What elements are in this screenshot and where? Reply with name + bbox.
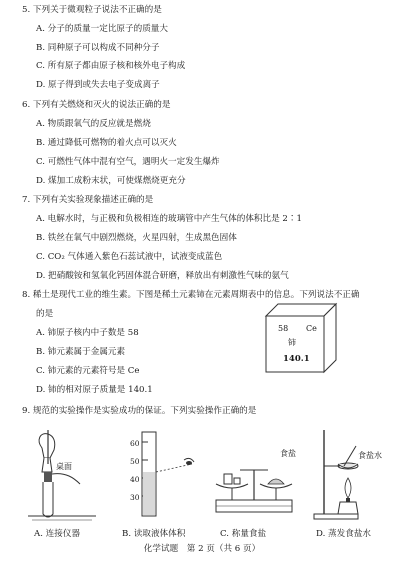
- figure-b-tick-30: 30: [130, 493, 140, 502]
- q7-option-a: A. 电解水时，与正极和负极相连的玻璃管中产生气体的体积比是 2∶1: [36, 214, 302, 224]
- figure-b-tick-40: 40: [130, 475, 140, 484]
- q7-stem: 7. 下列有关实验现象描述正确的是: [22, 195, 154, 205]
- figure-d-saltwater-label: 食盐水: [358, 451, 382, 460]
- element-symbol: Ce: [306, 324, 317, 333]
- page-footer: 化学试题 第 2 页（共 6 页）: [143, 544, 261, 554]
- q6-stem: 6. 下列有关燃烧和灭火的说法正确的是: [22, 100, 171, 110]
- figure-d-evaporation: [310, 426, 400, 524]
- q8-option-d: D. 铈的相对原子质量是 140.1: [36, 385, 153, 395]
- q8-stem-continued: 的是: [36, 309, 54, 319]
- figure-b-tick-60: 60: [130, 439, 140, 448]
- q6-option-b: B. 通过降低可燃物的着火点可以灭火: [36, 138, 177, 148]
- q6-option-c: C. 可燃性气体中混有空气，遇明火一定发生爆炸: [36, 157, 220, 167]
- q8-option-c: C. 铈元素的元素符号是 Ce: [36, 366, 140, 376]
- q8-option-a: A. 铈原子核内中子数是 58: [36, 328, 139, 338]
- q7-option-c: C. CO₂ 气体通入紫色石蕊试液中，试液变成蓝色: [36, 252, 223, 262]
- q9-option-d: D. 蒸发食盐水: [316, 529, 372, 539]
- q5-stem: 5. 下列关于微观粒子说法不正确的是: [22, 5, 162, 15]
- q5-option-c: C. 所有原子都由原子核和核外电子构成: [36, 61, 186, 71]
- q9-option-b: B. 读取液体体积: [122, 529, 186, 539]
- element-mass: 140.1: [283, 354, 310, 364]
- figure-a-connecting-apparatus: [22, 428, 102, 524]
- q8-option-b: B. 铈元素属于金属元素: [36, 347, 126, 357]
- figure-b-tick-50: 50: [130, 457, 140, 466]
- q8-stem: 8. 稀土是现代工业的维生素。下图是稀土元素铈在元素周期表中的信息。下列说法不正确: [22, 290, 360, 300]
- element-name: 铈: [288, 338, 296, 347]
- element-number: 58: [278, 324, 289, 333]
- figure-c-salt-label: 食盐: [280, 449, 296, 458]
- q7-option-d: D. 把硝酸铵和氢氧化钙固体混合研磨，释放出有刺激性气味的氨气: [36, 271, 289, 281]
- q7-option-b: B. 铁丝在氧气中剧烈燃烧，火星四射，生成黑色固体: [36, 233, 237, 243]
- q5-option-d: D. 原子得到或失去电子变成离子: [36, 80, 160, 90]
- q5-option-a: A. 分子的质量一定比原子的质量大: [36, 24, 168, 34]
- figure-a-table-label: 桌面: [56, 462, 72, 471]
- q6-option-a: A. 物质跟氧气的反应就是燃烧: [36, 119, 151, 129]
- q6-option-d: D. 煤加工成粉末状，可使煤燃烧更充分: [36, 176, 186, 186]
- q9-stem: 9. 规范的实验操作是实验成功的保证。下列实验操作正确的是: [22, 406, 257, 416]
- q9-option-c: C. 称量食盐: [220, 529, 267, 539]
- q9-option-a: A. 连接仪器: [34, 529, 81, 539]
- q5-option-b: B. 同种原子可以构成不同种分子: [36, 43, 160, 53]
